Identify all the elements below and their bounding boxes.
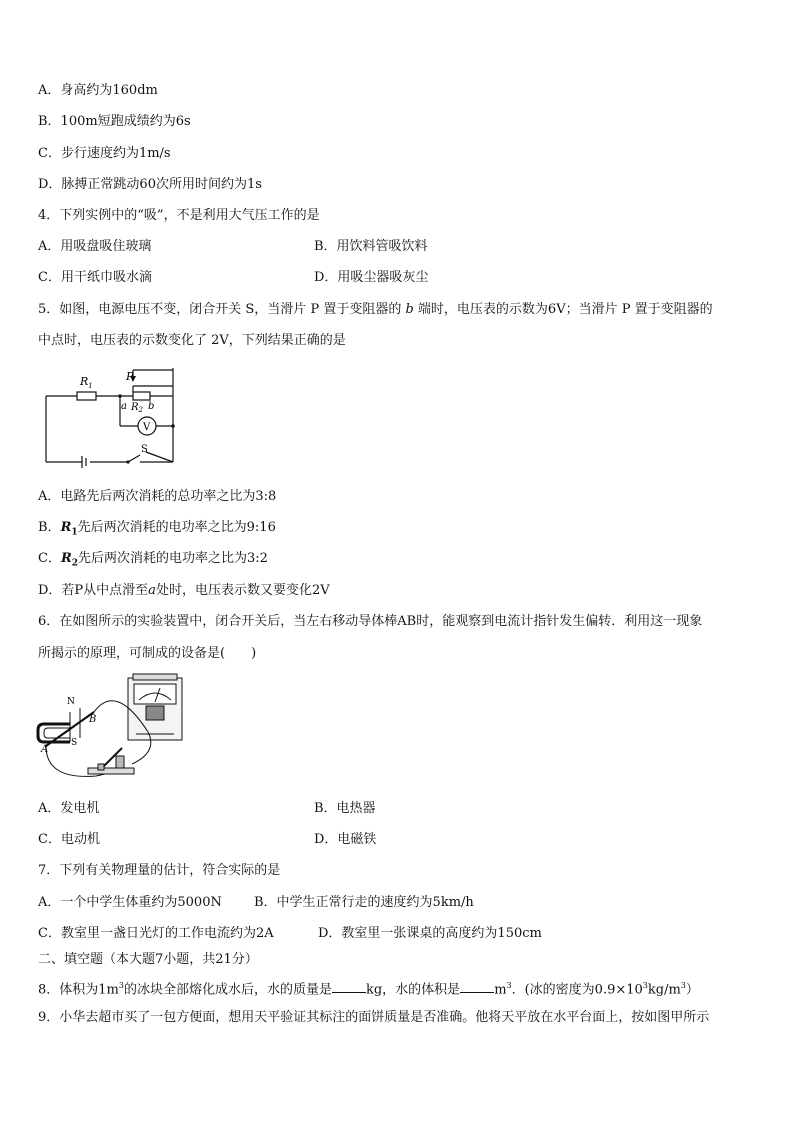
q3-option-c: C．步行速度约为1m/s <box>38 146 171 161</box>
q7-stem: 7．下列有关物理量的估计，符合实际的是 <box>38 863 281 878</box>
q6-option-a: A．发电机 <box>38 801 100 816</box>
q5-option-d-a: a <box>148 583 156 598</box>
q8-part: ） <box>685 982 699 998</box>
label-r1: $R_1$ <box>80 375 93 390</box>
q5-option-d-part: 处时，电压表示数又要变化2V <box>155 583 330 598</box>
q8-superscript: 3 <box>118 981 124 990</box>
section-heading: 二、填空题（本大题7小题，共21分） <box>38 952 258 967</box>
q6-stem-line2: 所揭示的原理，可制成的设备是( ) <box>38 646 257 661</box>
q8-part: m <box>494 982 507 998</box>
q6-induction-apparatus <box>36 672 192 784</box>
q5-option-c <box>38 550 268 573</box>
q7-option-a: A．一个中学生体重约为5000N <box>38 895 222 910</box>
q5-option-b <box>38 519 276 542</box>
q5-option-a: A．电路先后两次消耗的总功率之比为3:8 <box>38 489 277 504</box>
label-a: a <box>121 401 127 412</box>
q5-stem-part: 端时，电压表的示数为6V；当滑片 P 置于变阻器的 <box>413 302 713 317</box>
q8-part: 的冰块全部熔化成水后，水的质量是 <box>123 982 332 998</box>
q6-option-b: B．电热器 <box>314 801 376 816</box>
q3-option-a: A．身高约为160dm <box>38 83 158 98</box>
label-r2: $R_2$ <box>131 402 143 414</box>
q6-option-d: D．电磁铁 <box>314 832 377 847</box>
q5-option-c-text: 先后两次消耗的电功率之比为3:2 <box>78 551 268 566</box>
q8-blank-mass[interactable] <box>332 980 366 993</box>
q5-stem-part: 5．如图，电源电压不变，闭合开关 S，当滑片 P 置于变阻器的 <box>38 302 406 317</box>
q8-part: 8．体积为1m <box>38 982 119 998</box>
q8-superscript: 3 <box>642 981 648 990</box>
switch-label: S <box>141 444 148 455</box>
label-b: b <box>148 401 155 412</box>
q4-option-b: B．用饮料管吸饮料 <box>314 239 428 254</box>
q5-option-d-part: D．若P从中点滑至 <box>38 583 149 598</box>
q8-stem <box>38 977 699 999</box>
q4-option-d: D．用吸尘器吸灰尘 <box>314 270 429 285</box>
label-n: N <box>67 697 75 707</box>
voltmeter-label: V <box>143 422 151 433</box>
q7-option-d: D．教室里一张课桌的高度约为150cm <box>318 926 542 941</box>
q8-part: kg，水的体积是 <box>365 982 461 998</box>
r2-symbol: R <box>60 551 72 566</box>
q6-stem-line1: 6．在如图所示的实验装置中，闭合开关后，当左右移动导体棒AB时，能观察到电流计指针发生偏转．利用这一现象 <box>38 614 703 629</box>
label-a: A <box>41 744 49 755</box>
q5-circuit-diagram <box>40 362 185 468</box>
q3-option-b: B．100m短跑成绩约为6s <box>38 114 191 129</box>
q7-option-c: C．教室里一盏日光灯的工作电流约为2A <box>38 926 274 941</box>
q4-stem: 4．下列实例中的“吸”，不是利用大气压工作的是 <box>38 208 320 223</box>
r1-subscript: 1 <box>71 527 78 538</box>
q8-superscript: 3 <box>680 981 686 990</box>
q8-part: ．(冰的密度为0.9×10 <box>511 982 643 998</box>
q4-option-a: A．用吸盘吸住玻璃 <box>38 239 152 254</box>
label-b: B <box>89 714 97 725</box>
label-s: S <box>71 738 78 748</box>
q6-option-c: C．电动机 <box>38 832 100 847</box>
q5-stem-line2: 中点时，电压表的示数变化了 2V，下列结果正确的是 <box>38 333 346 348</box>
q8-blank-volume[interactable] <box>460 980 494 993</box>
q3-option-d: D．脉搏正常跳动60次所用时间约为1s <box>38 177 262 192</box>
q5-option-b-prefix: B． <box>38 520 61 535</box>
r1-symbol: R <box>60 520 72 535</box>
q5-option-c-prefix: C． <box>38 551 61 566</box>
label-p: P <box>126 370 134 383</box>
q9-stem: 9．小华去超市买了一包方便面，想用天平验证其标注的面饼质量是否准确。他将天平放在水平台面上，按如图甲所示 <box>38 1010 710 1025</box>
r2-subscript: 2 <box>71 558 79 569</box>
q8-superscript: 3 <box>506 981 512 990</box>
q5-option-b-text: 先后两次消耗的电功率之比为9:16 <box>77 520 276 535</box>
q8-part: kg/m <box>647 982 681 998</box>
q4-option-c: C．用干纸巾吸水滴 <box>38 270 152 285</box>
q5-stem-line1 <box>38 301 713 319</box>
q7-option-b: B．中学生正常行走的速度约为5km/h <box>254 895 474 910</box>
q5-option-d <box>38 582 330 600</box>
q5-stem-b: b <box>405 302 414 317</box>
